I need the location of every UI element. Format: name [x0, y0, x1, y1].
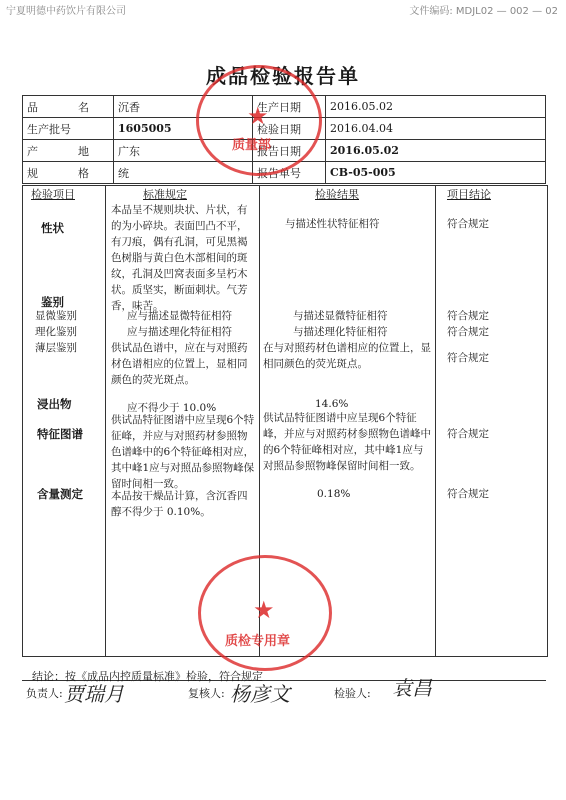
- standard-fingerprint: 供试品特征图谱中应呈现6个特征峰，并应与对照药材参照物色谱峰中的6个特征峰相对应，其中峰1应与对照品参照物峰保留时间相一致。: [111, 414, 255, 490]
- conclusion-assay: 符合规定: [447, 488, 489, 500]
- result-tlc: 在与对照药材色谱相应的位置上，显相同颜色的荧光斑点。: [263, 342, 431, 370]
- seal-star-icon: ★: [253, 596, 275, 624]
- quality-dept-stamp: [196, 65, 322, 176]
- standard-extract: 应不得少于 10.0%: [127, 402, 217, 414]
- prod-date-value: 2016.05.02: [326, 96, 546, 118]
- inspector-signature: 袁昌: [392, 676, 432, 700]
- inspect-date-label: 检验日期: [253, 118, 326, 140]
- result-fingerprint: 供试品特征图谱中应呈现6个特征峰，并应与对照药材参照物色谱峰中的6个特征峰相对应，其中峰1应与对照品参照物峰保留时间相一致。: [263, 412, 431, 472]
- item-tlc: 薄层鉴别: [35, 342, 77, 354]
- conclusion-fingerprint: 符合规定: [447, 428, 489, 440]
- inspector-label: 检验人:: [334, 687, 371, 700]
- column-divider: [435, 186, 436, 656]
- item-extract: 浸出物: [37, 397, 72, 411]
- qc-seal-stamp: [198, 555, 332, 671]
- item-microscopic: 显微鉴别: [35, 310, 77, 322]
- item-fingerprint: 特征图谱: [37, 427, 83, 441]
- item-assay: 含量测定: [37, 487, 83, 501]
- standard-tlc: 供试品色谱中，应在与对照药材色谱相应的位置上，显相同颜色的荧光斑点。: [111, 342, 248, 386]
- standard-physicochemical: 应与描述理化特征相符: [127, 326, 232, 338]
- item-identification: 鉴别: [41, 295, 64, 309]
- col-conclusion-header: 项目结论: [447, 188, 491, 201]
- report-date-value: 2016.05.02: [326, 140, 546, 162]
- stamp-star-icon: ★: [247, 102, 269, 130]
- result-physicochemical: 与描述理化特征相符: [293, 326, 388, 338]
- standard-assay: 本品按干燥品计算，含沉香四醇不得少于 0.10%。: [111, 490, 248, 518]
- origin-label: 产 地: [23, 140, 114, 162]
- result-extract: 14.6%: [315, 398, 349, 410]
- result-appearance: 与描述性状特征相符: [285, 218, 380, 230]
- conclusion-microscopic: 符合规定: [447, 310, 489, 322]
- batch-value: 1605005: [114, 118, 253, 140]
- reviewer-label: 复核人:: [188, 687, 225, 700]
- responsible-signature: 贾瑞月: [64, 682, 124, 706]
- page-title: 成品检验报告单: [206, 64, 360, 88]
- conclusion-physicochemical: 符合规定: [447, 326, 489, 338]
- origin-value: 广东: [114, 140, 253, 162]
- report-date-label: 报告日期: [253, 140, 326, 162]
- document-code: 文件编码: MDJL02 — 002 — 02: [409, 6, 558, 17]
- final-conclusion: 结论：按《成品内控质量标准》检验，符合规定: [32, 670, 263, 683]
- result-microscopic: 与描述显微特征相符: [293, 310, 388, 322]
- reviewer-signature: 杨彦文: [230, 682, 290, 706]
- standard-appearance: 本品呈不规则块状、片状，有的为小碎块。表面凹凸不平，有刀痕，偶有孔洞，可见黑褐色树脂与黄白色木部相间的斑纹，孔洞及凹窝表面多呈朽木状。质坚实，断面刺状。气芳香，味苦。: [111, 204, 248, 312]
- seal-label: 质检专用章: [225, 634, 291, 649]
- col-item-header: 检验项目: [31, 188, 75, 201]
- standard-microscopic: 应与描述显微特征相符: [127, 310, 232, 322]
- col-standard-header: 标准规定: [143, 188, 187, 201]
- spec-label: 规 格: [23, 162, 114, 184]
- col-result-header: 检验结果: [315, 188, 359, 201]
- column-divider: [105, 186, 106, 656]
- batch-label: 生产批号: [23, 118, 114, 140]
- stamp-label: 质量部: [232, 138, 272, 153]
- product-value: 沉香: [114, 96, 253, 118]
- item-physicochemical: 理化鉴别: [35, 326, 77, 338]
- conclusion-appearance: 符合规定: [447, 218, 489, 230]
- responsible-label: 负责人:: [26, 687, 63, 700]
- result-assay: 0.18%: [317, 488, 351, 500]
- spec-value: 统: [114, 162, 253, 184]
- item-appearance: 性状: [41, 221, 64, 235]
- prod-date-label: 生产日期: [253, 96, 326, 118]
- company-header: 宁夏明德中药饮片有限公司: [6, 6, 126, 17]
- inspect-date-value: 2016.04.04: [326, 118, 546, 140]
- report-no-value: CB-05-005: [326, 162, 546, 184]
- report-no-label: 报告单号: [253, 162, 326, 184]
- conclusion-tlc: 符合规定: [447, 352, 489, 364]
- product-label: 品 名: [23, 96, 114, 118]
